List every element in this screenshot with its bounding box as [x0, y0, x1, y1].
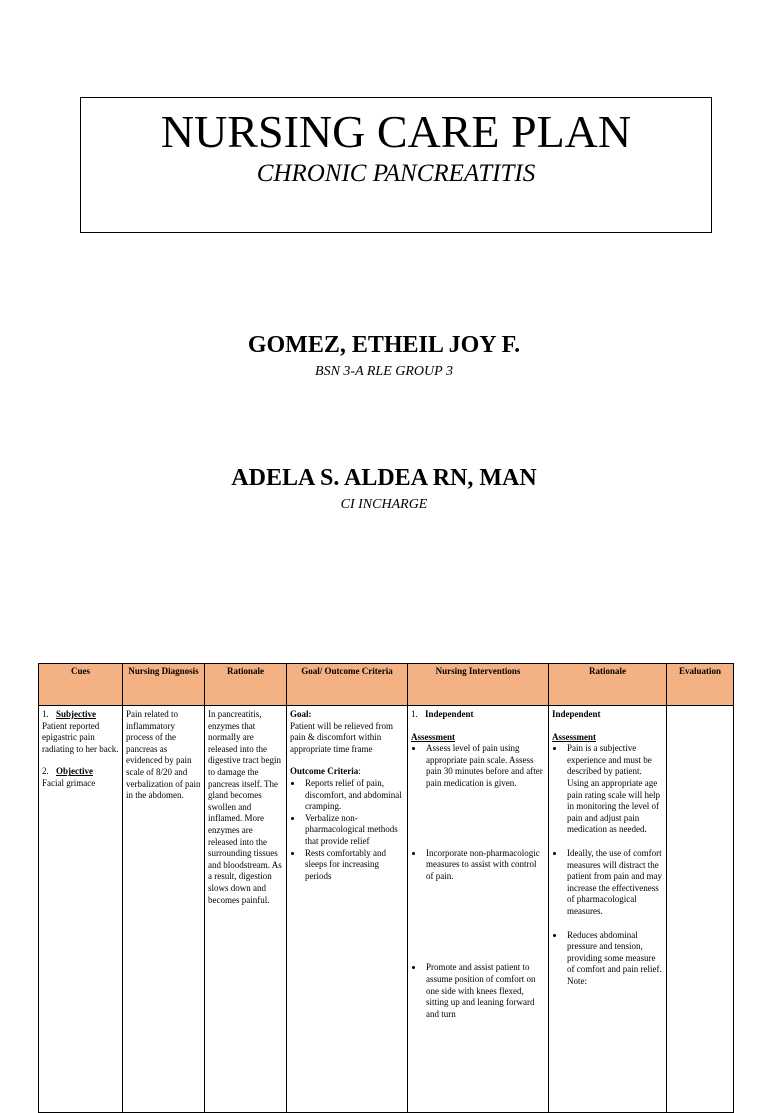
table-row	[39, 706, 734, 1113]
objective-label: Objective	[56, 766, 93, 777]
objective-number: 2.	[42, 766, 49, 777]
intervention-independent-label: Independent	[425, 709, 474, 719]
rationale2-independent-label: Independent	[552, 709, 601, 719]
evaluation-cell	[667, 706, 734, 1113]
rationale2-item: • Pain is a subjective experience and must be described by patient. Using an appropriate age pain rating scale will help in monitoring the level of pain and adjust pain medication as needed.	[565, 743, 663, 836]
objective-text: Facial grimace	[42, 777, 96, 788]
outcome-criteria-colon: :	[358, 766, 361, 777]
rationale-cell	[205, 706, 287, 1113]
cues-cell	[39, 706, 123, 1113]
intervention-assessment-label: Assessment	[411, 731, 455, 742]
rationale2-assessment-label: Assessment	[552, 731, 596, 742]
diagnosis-text: Pain related to inflammatory process of the pancreas as evidenced by pain scale of 8/20 and verbalization of pain in the abdomen.	[126, 709, 201, 801]
student-name: GOMEZ, ETHEIL JOY F.	[247, 332, 521, 358]
goal-label: Goal:	[290, 709, 312, 719]
student-block	[0, 331, 768, 381]
instructor-name: ADELA S. ALDEA RN, MAN	[231, 465, 537, 491]
header-rationale: Rationale	[205, 664, 287, 706]
intervention-item: • Promote and assist patient to assume position of comfort on one side with knees flexed, sitting up and leaning forward and turn	[424, 962, 545, 1020]
header-rationale-2: Rationale	[549, 664, 667, 706]
outcome-item: • Verbalize non-pharmacological methods that provide relief	[303, 813, 404, 848]
subjective-number: 1.	[42, 709, 49, 719]
goal-text: Patient will be relieved from pain & discomfort within appropriate time frame	[290, 720, 393, 754]
rationale-text: In pancreatitis, enzymes that normally are released into the digestive tract begin to damage the pancreas itself. The gland becomes swollen and inflamed. More enzymes are released into the surrounding tissues and bloodstream. As a result, digestion slows down and becomes painful.	[208, 709, 282, 905]
subjective-label: Subjective	[56, 709, 96, 719]
outcome-list	[290, 778, 404, 882]
outcome-criteria-label: Outcome Criteria	[290, 766, 359, 777]
header-interventions: Nursing Interventions	[408, 664, 549, 706]
diagnosis-cell	[123, 706, 205, 1113]
rationale2-list	[552, 743, 663, 987]
rationale2-item: • Ideally, the use of comfort measures will distract the patient from pain and may increase the effectiveness of pharmacological measures.	[565, 848, 663, 918]
intervention-number: 1.	[411, 709, 418, 719]
instructor-block	[0, 464, 768, 514]
table-header-row	[39, 664, 734, 706]
outcome-item: • Rests comfortably and sleeps for increasing periods	[303, 848, 404, 883]
care-plan-table	[38, 663, 734, 1113]
title-box	[80, 97, 712, 233]
document-title: NURSING CARE PLAN	[160, 106, 632, 157]
rationale2-item: • Reduces abdominal pressure and tension, providing some measure of comfort and pain relief. Note:	[565, 930, 663, 988]
student-section: BSN 3-A RLE GROUP 3	[315, 364, 453, 379]
intervention-list	[411, 743, 545, 1020]
document-subtitle: CHRONIC PANCREATITIS	[256, 160, 536, 187]
header-goal: Goal/ Outcome Criteria	[287, 664, 408, 706]
interventions-cell	[408, 706, 549, 1113]
subjective-text: Patient reported epigastric pain radiating to her back.	[42, 720, 119, 754]
intervention-item: • Incorporate non-pharmacologic measures to assist with control of pain.	[424, 848, 545, 883]
goal-cell	[287, 706, 408, 1113]
rationale2-cell	[549, 706, 667, 1113]
outcome-item: • Reports relief of pain, discomfort, and abdominal cramping.	[303, 778, 404, 813]
intervention-item: • Assess level of pain using appropriate pain scale. Assess pain 30 minutes before and after pain medication is given.	[424, 743, 545, 789]
instructor-role: CI INCHARGE	[340, 497, 428, 512]
header-nursing-diagnosis: Nursing Diagnosis	[123, 664, 205, 706]
header-cues: Cues	[39, 664, 123, 706]
header-evaluation: Evaluation	[667, 664, 734, 706]
